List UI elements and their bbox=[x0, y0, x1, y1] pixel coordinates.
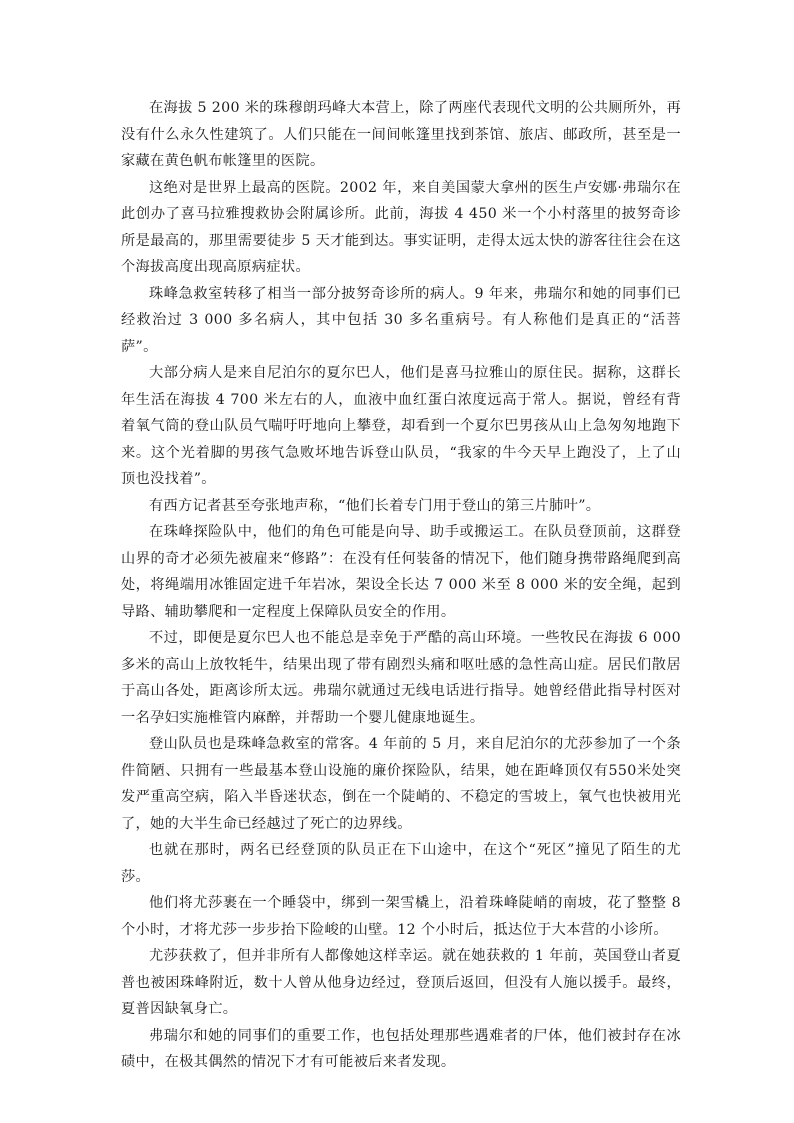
paragraph-12: 弗瑞尔和她的同事们的重要工作，也包括处理那些遇难者的尸体，他们被封存在冰碛中，在极其偶然的情况下才有可能被后来者发现。 bbox=[121, 1027, 681, 1070]
paragraph-3: 珠峰急救室转移了相当一部分披努奇诊所的病人。9 年来，弗瑞尔和她的同事们已经救治过 3 000 多名病人，其中包括 30 多名重病号。有人称他们是真正的“活菩萨”。 bbox=[121, 285, 681, 355]
paragraph-1: 在海拔 5 200 米的珠穆朗玛峰大本营上，除了两座代表现代文明的公共厕所外，再没有什么永久性建筑了。人们只能在一间间帐篷里找到茶馆、旅店、邮政所，甚至是一家藏在黄色帆布帐篷里的医院。 bbox=[121, 100, 681, 169]
paragraph-8: 登山队员也是珠峰急救室的常客。4 年前的 5 月，来自尼泊尔的尤莎参加了一个条件简陋、只拥有一些最基本登山设施的廉价探险队，结果，她在距峰顶仅有550米处突发严重高空病，陷入半昏迷状态，倒在一个陡峭的、不稳定的雪坡上，氧气也快被用光了，她的大半生命已经越过了死亡的边界线。 bbox=[121, 736, 681, 832]
paragraph-6: 在珠峰探险队中，他们的角色可能是向导、助手或搬运工。在队员登顶前，这群登山界的奇才必须先被雇来“修路”：在没有任何装备的情况下，他们随身携带路绳爬到高处，将绳端用冰锥固定进千年岩冰，架设全长达 7 000 米至 8 000 米的安全绳，起到导路、辅助攀爬和一定程度上保障队员安全的作用。 bbox=[121, 524, 681, 620]
paragraph-2: 这绝对是世界上最高的医院。2002 年，来自美国蒙大拿州的医生卢安娜·弗瑞尔在此创办了喜马拉雅搜救协会附属诊所。此前，海拔 4 450 米一个小村落里的披努奇诊所是最高的，那里需要徒步 5 天才能到达。事实证明，走得太远太快的游客往往会在这个海拔高度出现高原病症状。 bbox=[121, 179, 681, 275]
paragraph-7: 不过，即便是夏尔巴人也不能总是幸免于严酷的高山环境。一些牧民在海拔 6 000 多米的高山上放牧牦牛，结果出现了带有剧烈头痛和呕吐感的急性高山症。居民们散居于高山各处，距离诊所太远。弗瑞尔就通过无线电话进行指导。她曾经借此指导村医对一名孕妇实施椎管内麻醉，并帮助一个婴儿健康地诞生。 bbox=[121, 630, 681, 726]
paragraph-9: 也就在那时，两名已经登顶的队员正在下山途中，在这个“死区”撞见了陌生的尤莎。 bbox=[121, 842, 681, 885]
paragraph-10: 他们将尤莎裹在一个睡袋中，绑到一架雪橇上，沿着珠峰陡峭的南坡，花了整整 8 个小时，才将尤莎一步步抬下险峻的山壁。12 个小时后，抵达位于大本营的小诊所。 bbox=[121, 895, 681, 938]
paragraph-5: 有西方记者甚至夸张地声称，“他们长着专门用于登山的第三片肺叶”。 bbox=[149, 497, 601, 514]
article-body bbox=[121, 95, 681, 1076]
paragraph-11: 尤莎获救了，但并非所有人都像她这样幸运。就在她获救的 1 年前，英国登山者夏普也被困珠峰附近，数十人曾从他身边经过，登顶后返回，但没有人施以援手。最终，夏普因缺氧身亡。 bbox=[121, 948, 681, 1017]
paragraph-4: 大部分病人是来自尼泊尔的夏尔巴人，他们是喜马拉雅山的原住民。据称，这群长年生活在海拔 4 700 米左右的人，血液中血红蛋白浓度远高于常人。据说，曾经有背着氧气筒的登山队员气喘吁吁地向上攀登，却看到一个夏尔巴男孩从山上急匆匆地跑下来。这个光着脚的男孩气急败坏地告诉登山队员，“我家的牛今天早上跑没了，上了山顶也没找着”。 bbox=[121, 365, 681, 487]
